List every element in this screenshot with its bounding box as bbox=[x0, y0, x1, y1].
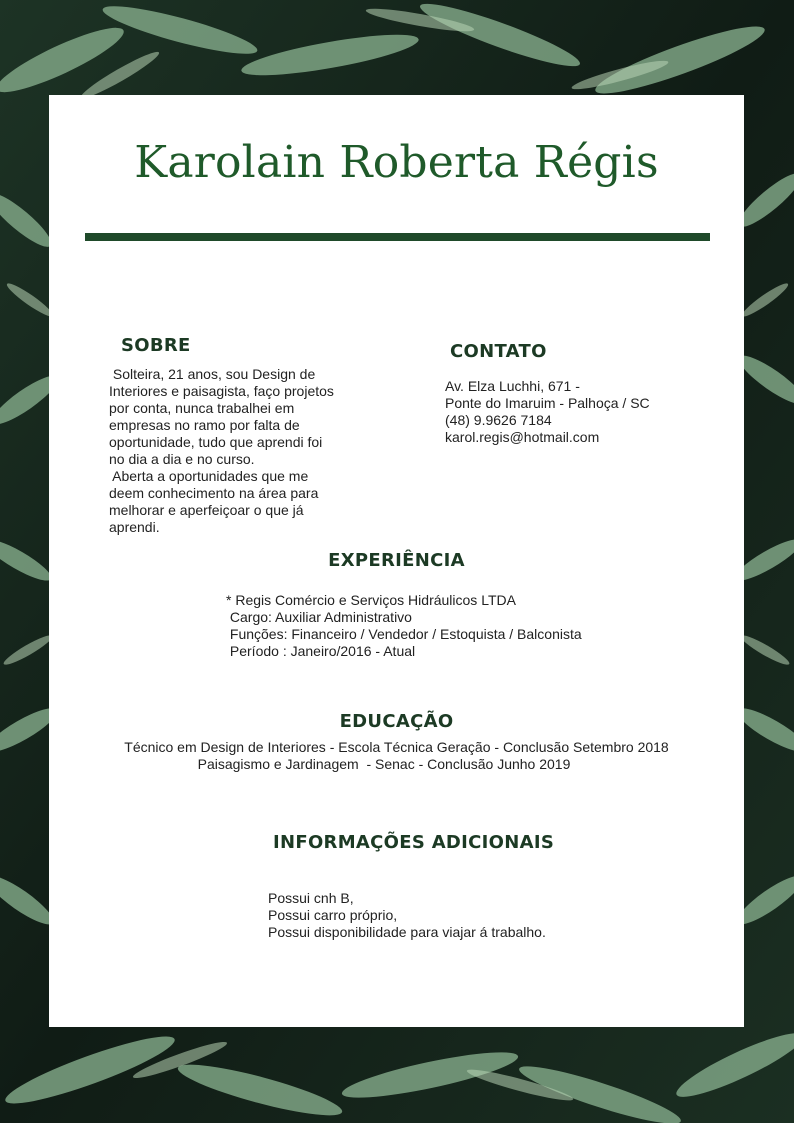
sobre-line: aprendi. bbox=[109, 519, 160, 535]
contato-address-line: Ponte do Imaruim - Palhoça / SC bbox=[445, 395, 650, 411]
educacao-course: Paisagismo e Jardinagem - Senac - Conclusão Junho 2019 bbox=[197, 756, 571, 772]
sobre-line: oportunidade, tudo que aprendi foi bbox=[109, 434, 323, 450]
sobre-line: melhorar e aperfeiçoar o que já bbox=[109, 502, 304, 518]
sobre-line: por conta, nunca trabalhei em bbox=[109, 400, 295, 416]
adicionais-text bbox=[268, 890, 546, 941]
sobre-line: no dia a dia e no curso. bbox=[109, 451, 255, 467]
educacao-text bbox=[49, 739, 744, 773]
contato-heading: CONTATO bbox=[450, 341, 547, 362]
educacao-course: Técnico em Design de Interiores - Escola Técnica Geração - Conclusão Setembro 2018 bbox=[124, 739, 669, 755]
adicionais-heading: INFORMAÇÕES ADICIONAIS bbox=[273, 832, 555, 853]
contato-text bbox=[445, 378, 650, 446]
sobre-line: deem conhecimento na área para bbox=[109, 485, 319, 501]
resume-card bbox=[49, 95, 744, 1027]
experiencia-funcoes: Funções: Financeiro / Vendedor / Estoquista / Balconista bbox=[226, 626, 582, 642]
experiencia-periodo: Período : Janeiro/2016 - Atual bbox=[226, 643, 416, 659]
sobre-heading: SOBRE bbox=[121, 335, 191, 356]
adicionais-line: Possui cnh B, bbox=[268, 890, 354, 906]
experiencia-cargo: Cargo: Auxiliar Administrativo bbox=[226, 609, 412, 625]
sobre-line: empresas no ramo por falta de bbox=[109, 417, 300, 433]
contato-email: karol.regis@hotmail.com bbox=[445, 429, 600, 445]
educacao-heading: EDUCAÇÃO bbox=[339, 711, 454, 732]
contato-phone: (48) 9.9626 7184 bbox=[445, 412, 552, 428]
experiencia-company: * Regis Comércio e Serviços Hidráulicos LTDA bbox=[226, 592, 516, 608]
sobre-line: Interiores e paisagista, faço projetos bbox=[109, 383, 334, 399]
sobre-text bbox=[109, 366, 334, 536]
sobre-line: Solteira, 21 anos, sou Design de bbox=[109, 366, 316, 382]
sobre-line: Aberta a oportunidades que me bbox=[109, 468, 309, 484]
full-name: Karolain Roberta Régis bbox=[134, 137, 659, 188]
adicionais-line: Possui disponibilidade para viajar á trabalho. bbox=[268, 924, 546, 940]
experiencia-heading: EXPERIÊNCIA bbox=[328, 550, 465, 571]
contato-address-line: Av. Elza Luchhi, 671 - bbox=[445, 378, 580, 394]
title-rule bbox=[85, 233, 710, 241]
experiencia-text bbox=[226, 592, 582, 660]
adicionais-line: Possui carro próprio, bbox=[268, 907, 398, 923]
